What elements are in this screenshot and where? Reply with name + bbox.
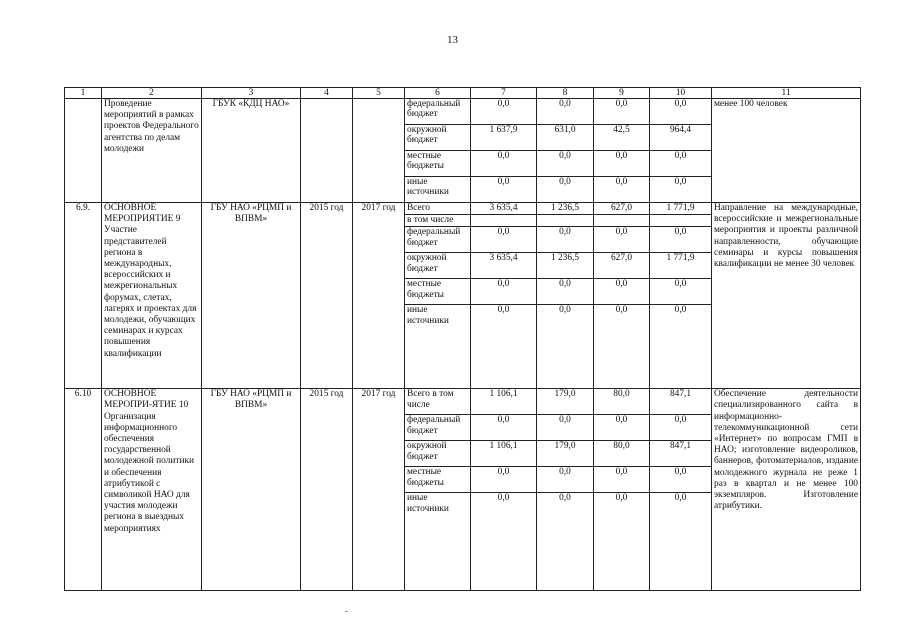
- amount-2016: 0,0: [594, 177, 650, 203]
- funding-source: окружной бюджет: [405, 253, 471, 279]
- activity-name: ОСНОВНОЕ МЕРОПРИ-ЯТИЕ 10 Организация информационного обеспечения государственной молодежной политики и обеспечения атрибутикой с символикой НАО для участия молодежи региона в выездных мероприятиях: [102, 389, 202, 591]
- amount-2017: 1 771,9: [650, 253, 712, 279]
- expected-result: Обеспечение деятельности специализированного сайта в информационно-телекоммуникационной сети «Интернет» по вопросам ГМП в НАО; изготовление видеороликов, баннеров, фотоматериалов, издание молодежного журнала не реже 1 раз в квартал и не менее 100 экземпляров. Изготовление атрибутики.: [712, 389, 861, 591]
- amount-2016: 627,0: [594, 203, 650, 215]
- executor: ГБУ НАО «РЦМП и ВПВМ»: [202, 389, 301, 591]
- amount-total: 1 106,1: [471, 441, 537, 467]
- page-number: 13: [447, 34, 458, 46]
- column-header: 11: [712, 88, 861, 99]
- column-header: 8: [537, 88, 594, 99]
- item-number: [65, 99, 102, 203]
- amount-2017: 0,0: [650, 493, 712, 591]
- executor: ГБУК «КДЦ НАО»: [202, 99, 301, 203]
- amount-2017: 0,0: [650, 467, 712, 493]
- amount-2016: 42,5: [594, 125, 650, 151]
- amount-2016: [594, 215, 650, 227]
- amount-2015: 0,0: [537, 415, 594, 441]
- amount-2015: 0,0: [537, 151, 594, 177]
- amount-total: 0,0: [471, 99, 537, 125]
- expected-result: Направление на международные, всероссийские и межрегиональные мероприятия и проекты различной направленности, обучающие семинары и курсы повышения квалификации не менее 30 человек: [712, 203, 861, 389]
- amount-2015: 0,0: [537, 493, 594, 591]
- program-budget-table: [64, 87, 861, 591]
- amount-2015: 0,0: [537, 227, 594, 253]
- amount-2017: 0,0: [650, 151, 712, 177]
- table-row: [65, 203, 861, 215]
- column-header: 6: [405, 88, 471, 99]
- funding-source: в том числе: [405, 215, 471, 227]
- amount-total: 0,0: [471, 493, 537, 591]
- amount-2016: 627,0: [594, 253, 650, 279]
- amount-total: 0,0: [471, 227, 537, 253]
- amount-2017: 0,0: [650, 415, 712, 441]
- amount-total: 3 635,4: [471, 253, 537, 279]
- amount-2016: 0,0: [594, 99, 650, 125]
- column-header: 10: [650, 88, 712, 99]
- amount-total: 3 635,4: [471, 203, 537, 215]
- item-number: 6.9.: [65, 203, 102, 389]
- table-row: [65, 99, 861, 125]
- amount-2015: [537, 215, 594, 227]
- amount-2016: 0,0: [594, 415, 650, 441]
- amount-2016: 0,0: [594, 227, 650, 253]
- amount-2017: 0,0: [650, 279, 712, 305]
- funding-source: федеральный бюджет: [405, 415, 471, 441]
- funding-source: местные бюджеты: [405, 467, 471, 493]
- funding-source: иные источники: [405, 177, 471, 203]
- table-row: [65, 389, 861, 415]
- amount-2015: 179,0: [537, 441, 594, 467]
- amount-2017: 0,0: [650, 227, 712, 253]
- end-year: 2017 год: [353, 203, 405, 389]
- amount-2015: 0,0: [537, 99, 594, 125]
- amount-2017: 1 771,9: [650, 203, 712, 215]
- funding-source: местные бюджеты: [405, 279, 471, 305]
- amount-2016: 0,0: [594, 305, 650, 389]
- end-year: [353, 99, 405, 203]
- column-header: 5: [353, 88, 405, 99]
- amount-2015: 179,0: [537, 389, 594, 415]
- amount-2015: 0,0: [537, 279, 594, 305]
- column-header: 4: [301, 88, 353, 99]
- funding-source: иные источники: [405, 305, 471, 389]
- funding-source: федеральный бюджет: [405, 227, 471, 253]
- amount-total: 0,0: [471, 177, 537, 203]
- activity-name: Проведение мероприятий в рамках проектов Федерального агентства по делам молодежи: [102, 99, 202, 203]
- amount-2017: 0,0: [650, 99, 712, 125]
- item-number: 6.10: [65, 389, 102, 591]
- column-header: 3: [202, 88, 301, 99]
- amount-total: 0,0: [471, 467, 537, 493]
- funding-source: окружной бюджет: [405, 441, 471, 467]
- amount-2015: 0,0: [537, 305, 594, 389]
- amount-2015: 0,0: [537, 177, 594, 203]
- scan-mark: [345, 611, 348, 612]
- amount-2017: 964,4: [650, 125, 712, 151]
- column-header: 9: [594, 88, 650, 99]
- column-header: 7: [471, 88, 537, 99]
- funding-source: иные источники: [405, 493, 471, 591]
- activity-name: ОСНОВНОЕ МЕРОПРИЯТИЕ 9 Участие представителей региона в международных, всероссийских и межрегиональных форумах, слетах, лагерях и проектах для молодежи, обучающих семинарах и курсах повышения квалификации: [102, 203, 202, 389]
- amount-2017: 0,0: [650, 177, 712, 203]
- executor: ГБУ НАО «РЦМП и ВПВМ»: [202, 203, 301, 389]
- amount-2016: 0,0: [594, 493, 650, 591]
- amount-2017: 0,0: [650, 305, 712, 389]
- amount-total: 0,0: [471, 279, 537, 305]
- column-number-row: [65, 88, 861, 99]
- column-header: 1: [65, 88, 102, 99]
- amount-2016: 80,0: [594, 441, 650, 467]
- amount-total: 0,0: [471, 305, 537, 389]
- expected-result: менее 100 человек: [712, 99, 861, 203]
- amount-2015: 1 236,5: [537, 203, 594, 215]
- funding-source: Всего: [405, 203, 471, 215]
- amount-total: 0,0: [471, 415, 537, 441]
- amount-2015: 1 236,5: [537, 253, 594, 279]
- amount-total: 0,0: [471, 151, 537, 177]
- start-year: [301, 99, 353, 203]
- amount-2017: 847,1: [650, 441, 712, 467]
- amount-2017: 847,1: [650, 389, 712, 415]
- start-year: 2015 год: [301, 203, 353, 389]
- column-header: 2: [102, 88, 202, 99]
- start-year: 2015 год: [301, 389, 353, 591]
- amount-2015: 631,0: [537, 125, 594, 151]
- amount-2016: 0,0: [594, 151, 650, 177]
- amount-total: [471, 215, 537, 227]
- amount-2016: 0,0: [594, 467, 650, 493]
- funding-source: окружной бюджет: [405, 125, 471, 151]
- funding-source: местные бюджеты: [405, 151, 471, 177]
- amount-2016: 80,0: [594, 389, 650, 415]
- amount-total: 1 637,9: [471, 125, 537, 151]
- amount-2016: 0,0: [594, 279, 650, 305]
- funding-source: Всего в том числе: [405, 389, 471, 415]
- amount-2015: 0,0: [537, 467, 594, 493]
- amount-2017: [650, 215, 712, 227]
- end-year: 2017 год: [353, 389, 405, 591]
- funding-source: федеральный бюджет: [405, 99, 471, 125]
- amount-total: 1 106,1: [471, 389, 537, 415]
